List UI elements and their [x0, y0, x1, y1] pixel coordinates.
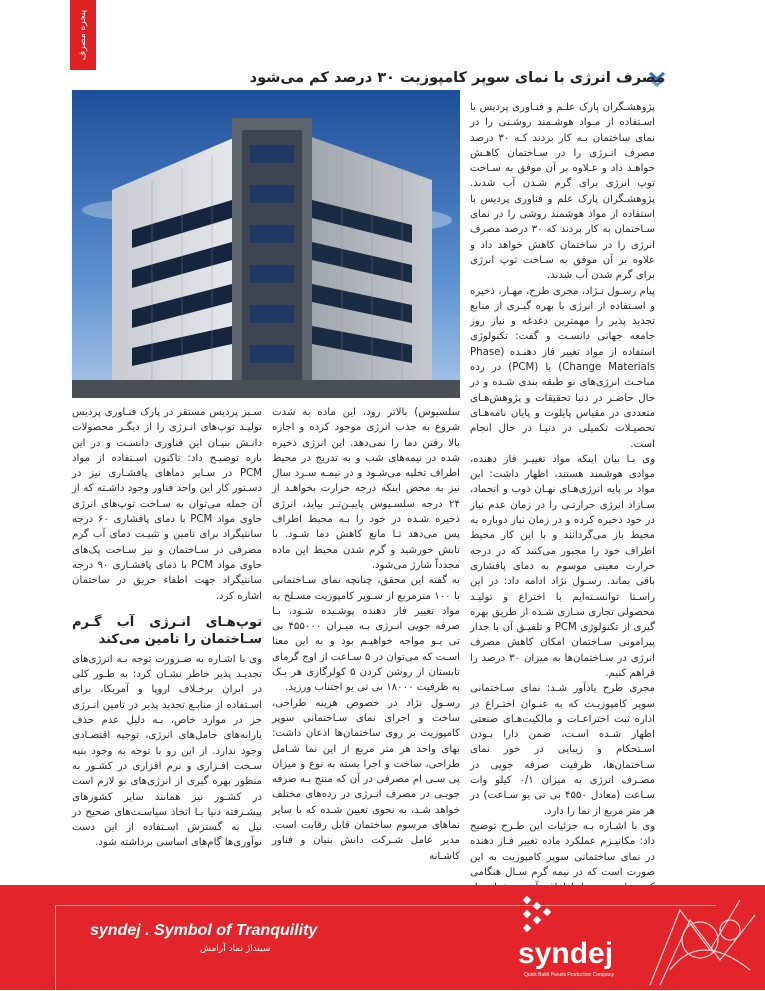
paragraph: وی بـا بیان اینکه مواد تغییـر فاز دهنده، موادی هوشمند هستند، اظهار داشت: این مواد بر پایه انرژی‌هـای نهـان ذوب و انجماد، سـازاد انرژی حرارتـی را در زمان عدم نیاز در خود ذخیره کرده و در زمان نیاز دوباره به محیط باز می‌گردانند و با این کار محیط اطراف خود را مجبور می‌کنند که در درجه حرارت معینی موسوم به دمای پافشاری باقی بماند. رسـول نژاد ادامه داد: در این راسـتا توانسـته‌ایم با اختراع و تولیـد محصولی تجاری سـازی شـده از طریق بهره گیری از تکنولوژی PCM و تلفیـق آن با جدار پیرامونی سـاختمان امکان کاهش مصرف انرژی در سـاختمان‌ها به میزان ۳۰ درصد را فراهم کنیم.: [470, 453, 655, 679]
decorative-pattern-icon: [640, 890, 765, 990]
brand-name: syndej: [518, 937, 614, 970]
section-subheading: توپ‌هـای انـرژی آب گـرم سـاختمان را تامین می‌کند: [72, 614, 262, 647]
paragraph: وی با اشـاره به ضـرورت توجه بـه انرژی‌های تجدیـد پذیر خاطر نشـان کرد: به طـور کلی در ایران برخـلاف اروپا و آمریکا، برای اسـتفاده از منابـع تجدید پذیر در تامین انـرژی جز در موارد خاص، بـه دلیل عدم حذف یارانه‌های حامل‌های انرژی، توجیه اقتصـادی وجود ندارد. از این رو با توجه به وجود بنیه سـخت افـزاری و نرم افزاری در کشـور به منظور بهره گیری از انرژی‌های نو لازم است در کشـور نیز همانند سایر کشورهای پیشـرفته دنیا بـا اتخاذ سیاسـت‌های صحیح در نیل به گسترش اسـتفاده از این دست نوآوری‌ها گام‌های اساسی برداشته شود.: [72, 653, 262, 849]
paragraph: مجری طرح یادآور شـد: نمای سـاختمانی سوپر کامپوزیـت که به عنـوان اختـراع در اداره ثبت اختراعـات و مالکیت‌هـای صنعتی اظهار شـده اسـت، ضمن دارا بـودن اسـتحکام و زیبایی در خور نمای سـاختمان‌ها، ظرفیت صرفه جویی در مصـرف انرژی به میزان ۰/۱ کیلو وات سـاعت (معادل ۴۵۵۰ بی تی یو سـاعت) در هر متر مربع از نما را دارد.: [470, 683, 655, 817]
footer-slogan-persian: سینداژ نماد آرامش: [200, 944, 271, 954]
article-headline: مصرف انرژی با نمای سوپر کامپوزیت ۳۰ درصد کم می‌شود: [249, 70, 665, 86]
paragraph: به گفته این محقق، چنانچه نمای سـاختمانی با ۱۰۰ مترمربع از سـوپر کامپوزیت مسـلح به مواد تغییر فاز دهنده پوشـیده شـود، بـا صرفه جویی انـرژی بـه میـزان ۴۵۵۰۰۰ بی تی یـو مواجه خواهیـم بود و به این معنا اسـت که می‌توان در ۵ سـاعت از اوج گرمای تابستان از روشن کردن ۵ کولرگازی هر یـک به ظرفیت ۱۸۰۰۰ بی تی یو اجتناب ورزید.: [272, 575, 460, 694]
paragraph: سـبز پردیس مستقر در پارک فنـاوری پردیس تولیـد توپ‌های انـرژی را از دیگـر محصولات دانـش بنیـان این فناوری دانسـت و در این باره توضیـح داد: تاکنون اسـتفاده از مواد PCM در سـایر دماهای پافشـاری نیز در دسـتور کار این واحد فناور وجود داشـته که از آن جمله می‌توان به سـاخت توپ‌های انرژی حاوی مواد PCM با دمای پافشاری ۶۰ درجه سانتیگراد برای تامین و تثبیـت دمای آب گرم مصرفی در سـاختمان و نیز سـاخت پک‌های حاوی مواد PCM با دمای پافشـاری ۹۰ درجه سانتیگراد جهت اطفاء حریق در ساختمان اشاره کرد.: [72, 407, 262, 602]
paragraph: پژوهشـگران پارک علـم و فنـاوری پردیس با اسـتفاده از مـواد هوشـمند روشـنی را در نمای ساختمان بـه کار بردند کـه ۳۰ درصد مصرف انـرژی را در سـاختمان کاهـش خواهـد داد و عـلاوه بر آن موفق به سـاخت توپ انرژی برای گرم شـدن آب شدند. پژوهشـگران پارک علم و فناوری پردیس با استفاده از مواد هوشمند روشی را در نمای سـاختمان به کار بردند که ۳۰ درصد مصرف انرژی را در ساختمان کاهش خواهد داد و علاوه بر آن موفق به سـاخت توپ انرژی برای گرم شدن آب شدند.: [470, 102, 655, 282]
section-tab-label: پنجره مصرف: [78, 9, 88, 61]
building-photo: [72, 90, 460, 398]
paragraph: پیام رسـول نـژاد، مجری طرح، مهـار، ذخیره و اسـتفاده از انرژی با بهره گیـری از منابع تجدید پذیر را مهمترین دغدغه و نیاز روز جامعه جهانی دانسـت و گفت: تکنولوژی استفاده از مواد تغییر فاز دهنـده (Phase Change Materials) یا (PCM) در رده مباحـث انرژی‌های نو طبقه بندی شـده و در حال حاضـر در دنیا تحقیقات و پژوهش‌هـای متعددی در مقیاس پایلوت و پایان نامه‌هـای تحصیـلات تکمیلی در دنیـا در حال انجام است.: [470, 285, 656, 450]
article-column-middle: [272, 405, 460, 880]
syndej-logo-icon: [520, 895, 556, 935]
footer-frame: [55, 905, 716, 991]
section-tab: [70, 0, 96, 70]
paragraph: وی با اشـاره بـه جزئیات این طـرح توضیح داد: مکانیـزم عملکرد ماده تغییر فـاز دهنده در نمای ساختمانی سوپر کامپوزیت به این صورت است که در نیمه گرم سـال هنگامی: [470, 820, 655, 878]
footer-slogan: syndej . Symbol of Tranquility: [90, 922, 318, 939]
paragraph: رسـول نژاد در خصوص هزینه طراحی، ساخت و اجرای نمای سـاختمانی سوپر کامپوزیت بر روی ساختمان‌ها اذعان داشت: بهای واحد هر متر مربع از این نما شـامل طراحی، ساخت و اجرا بسته به نوع و میزان پی سـی ام مصرفی در آن که منتج بـه صرفه جویـی در مصرف انـرژی در رده‌های مختلف خواهد شـد، به نحوی تعیین شـده که با سایر نماهای مرسوم ساختمان قابل رقابت است. مدیر عامل شـرکت دانش بنیان و فناور کاشـانه: [272, 697, 460, 862]
article-column-right: [470, 100, 655, 880]
paragraph: سلسیوس) بالاتر رود، این ماده به شدت شروع به جذب انرژی موجود کرده و اجازه بالا رفتن دما را نمی‌دهد. این انرژی ذخیره شده در نیمه‌های شب و به تدریج در محیط اطراف تخلیه می‌شـود و در نیمـه سـرد سال نیز به محض اینکه درجه حرارت بخواهـد از ۲۴ درجه سلسـیوس پاییـن‌تـر بیاید، انرژی ذخیره شـده در خود را بـه محیط اطراف پس می‌دهد تـا مانع کاهش دما شـود. با تابش خورشید و گرم شدن محیط این ماده مجدداً شارژ می‌شود.: [272, 407, 460, 571]
article-column-left: [72, 405, 262, 880]
brand-tagline: Quick Build Panels Production Company: [524, 972, 615, 978]
